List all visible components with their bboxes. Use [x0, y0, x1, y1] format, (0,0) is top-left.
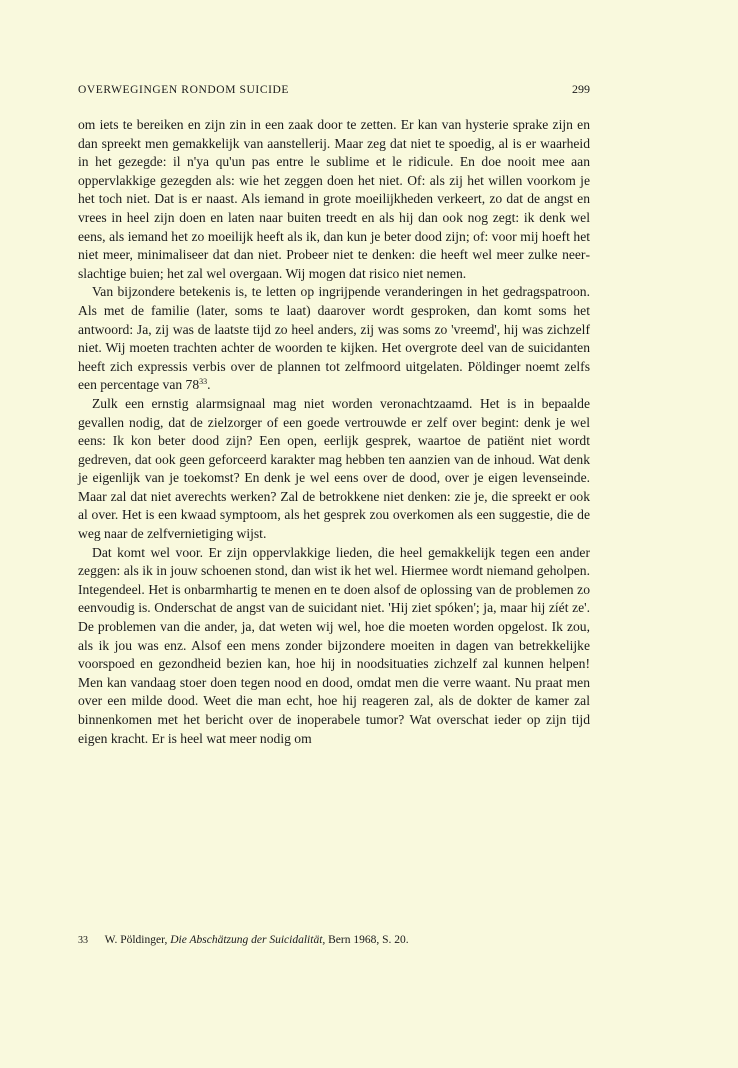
page-number: 299	[572, 82, 590, 96]
running-head-title: OVERWEGINGEN RONDOM SUICIDE	[78, 84, 290, 96]
paragraph-1: om iets te bereiken en zijn zin in een zaak door te zetten. Er kan van hysterie sprake zijn en dan spreekt men gemakkelijk van aanstellerij. Maar zeg dat niet te spoedig, al is er waarheid in het gezegde: il n'ya qu'un pas entre le sublime et le ridicule. En doe nooit mee aan oppervlakkige gezegden als: wie het zeggen doen het niet. Of: als zij het willen voorkom je het toch niet. Dat is er naast. Als iemand in grote moeilijkheden verkeert, zo dat de angst en vrees in heel zijn doen en laten naar buiten treedt en als hij dan ook nog zegt: ik denk wel eens, als iemand het zo moeilijk heeft als ik, dan kun je beter dood zijn; of: voor mij hoeft het niet meer, minimaliseer dat dan niet. Probeer niet te denken: die heeft wel meer zulke neerslachtige buien; het zal wel overgaan. Wij mogen dat risico niet nemen.	[78, 117, 590, 281]
paragraph-3: Zulk een ernstig alarmsignaal mag niet worden veronachtzaamd. Het is in bepaalde gevallen nodig, dat de zielzorger of een goede vertrouwde er zelf over begint: denk je wel eens: Ik kon beter dood zijn? Een open, eerlijk gesprek, waartoe de patiënt niet wordt gedreven, dat ook geen geforceerd karakter mag hebben ten aanzien van de inhoud. Wat denk je eigenlijk van je toekomst? En denk je wel eens over de dood, over je eigen levenseinde. Maar zal dat niet averechts werken? Zal de betrokkene niet denken: zie je, die spreekt er ook al over. Het is een kwaad symptoom, als het gesprek zou overkomen als een suggestie, die de weg naar de zelfvernietiging wijst.	[78, 395, 590, 542]
footnote-rest: Bern 1968, S. 20.	[328, 934, 409, 946]
footnote-number: 33	[78, 935, 88, 946]
paragraph-2-end: .	[207, 377, 211, 393]
footnote-author: W. Pöldinger,	[104, 934, 168, 946]
running-head	[78, 82, 590, 97]
footnote	[78, 933, 590, 948]
footnote-reference[interactable]: 33	[199, 377, 208, 387]
footnote-title: Die Abschätzung der Suicidalität,	[170, 934, 326, 946]
paragraph-2-text: Van bijzondere betekenis is, te letten op ingrijpende veranderingen in het gedragspatroon. Als met de familie (later, soms te laat) daarover wordt gesproken, dan komt soms het antwoord: Ja, zij was de laatste tijd zo heel anders, zij was soms zo 'vreemd', hij was zichzelf niet. Wij moeten trachten achter de woorden te kijken. Het overgrote deel van de suicidanten heeft zich expressis verbis over de plannen tot zelfmoord uitgelaten. Pöldinger noemt zelfs een percentage van 78	[78, 284, 590, 393]
paragraph-4: Dat komt wel voor. Er zijn oppervlakkige lieden, die heel gemakkelijk tegen een ander zeggen: als ik in jouw schoenen stond, dan wist ik het wel. Hiermee wordt niemand geholpen. Integendeel. Het is onbarmhartig te menen en te doen alsof de oplossing van de problemen zo eenvoudig is. Onderschat de angst van de suicidant niet. 'Hij ziet spóken'; ja, maar hij zíét ze'. De problemen van die ander, ja, dat weten wij wel, hoe die moeten worden opgelost. Ik zou, als ik jou was enz. Alsof een mens zonder bijzondere moeiten in dagen van betrekkelijke voorspoed en gezondheid bezien kan, hoe hij in noodsituaties zichzelf zal kunnen helpen! Men kan vandaag stoer doen tegen nood en dood, omdat men die verre waant. Nu praat men over een milde dood. Weet die man echt, hoe hij reageren zal, als de dokter de kamer zal binnenkomen met het bericht over de inoperabele tumor? Wat overschat ieder op zijn tijd eigen kracht. Er is heel wat meer nodig om	[78, 544, 590, 746]
body-text	[78, 116, 590, 748]
paragraph-2	[78, 283, 590, 395]
